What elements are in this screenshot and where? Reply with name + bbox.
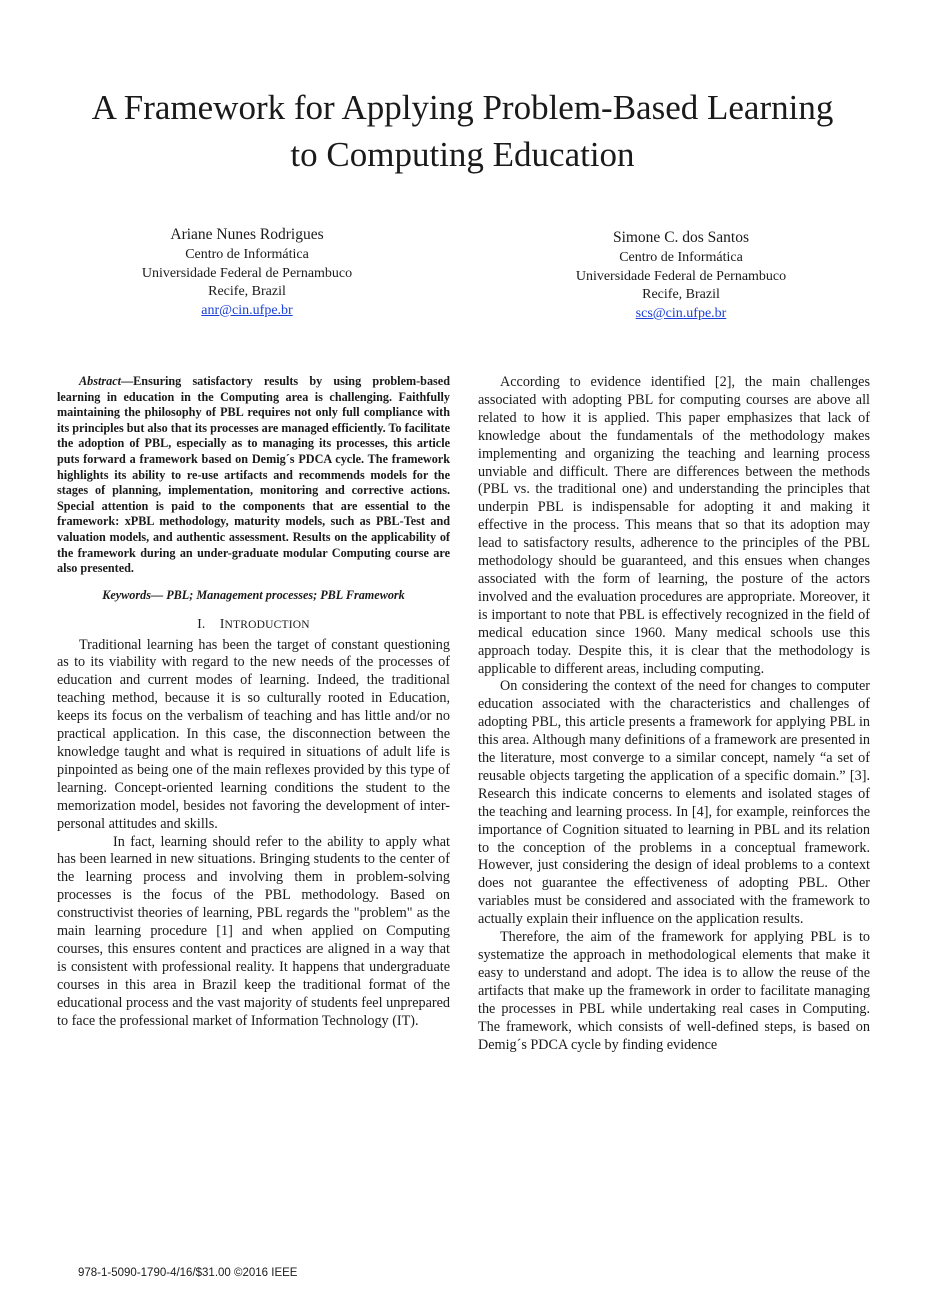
section-number: I. (197, 615, 206, 631)
section-heading-introduction (57, 615, 450, 635)
author-email-link[interactable]: scs@cin.ufpe.br (635, 305, 727, 321)
paragraph: In fact, learning should refer to the ability to apply what has been learned in new situations. Bringing students to the center of the learning process and involving them in problem-solving processes is the focus of the PBL methodology. Based on constructivist theories of learning, PBL regards the "problem" as the main learning procedure [1] and when applied on Computing courses, this ensures content and practices are aligned in a way that is consistent with professional reality. It happens that undergraduate courses in this area in Brazil keep the traditional format of the educational process and the vast majority of students feel unprepared to face the professional market of Information Technology (IT). (57, 833, 450, 1029)
author-name: Ariane Nunes Rodrigues (170, 226, 324, 243)
author-block-2 (536, 227, 826, 323)
section-title-rest: NTRODUCTION (224, 618, 310, 631)
right-column (478, 374, 870, 1054)
paragraph: According to evidence identified [2], the main challenges associated with adopting PBL for computing courses are above all related to how it is applied. This paper emphasizes that lack of knowledge about the fundamentals of the methodology makes implementing and organizing the teaching and learning process unviable and difficult. There are differences between the methods (PBL vs. the traditional one) and understanding the principles that underpin PBL is indispensable for adopting it and making it effective in the process. This means that so that its adoption may lead to satisfactory results, adherence to the principles of the PBL methodology should be guaranteed, and this ensues when changes associated with the form of learning, the posture of the actors involved and the evaluation procedures are appropriate. Moreover, it is important to note that PBL is effectively recognized in the field of medical education since 1960. Many medical schools use this approach today. Despite this, it is clear that the methodology is applicable to different areas, including computing. (478, 374, 870, 677)
author-city: Recife, Brazil (208, 284, 286, 299)
abstract (57, 374, 450, 577)
author-department: Centro de Informática (185, 247, 309, 262)
author-department: Centro de Informática (619, 250, 743, 265)
author-email-link[interactable]: anr@cin.ufpe.br (201, 302, 293, 318)
abstract-dash: — (120, 374, 134, 388)
author-name: Simone C. dos Santos (612, 229, 750, 246)
left-column (57, 374, 450, 1030)
copyright-footer: 978-1-5090-1790-4/16/$31.00 ©2016 IEEE (78, 1267, 298, 1279)
author-university: Universidade Federal de Pernambuco (141, 265, 353, 281)
keywords: Keywords— PBL; Management processes; PBL Framework (102, 587, 405, 602)
paragraph: On considering the context of the need for changes to computer education associated with the characteristics and challenges of adopting PBL, this article presents a framework for applying PBL in this area. Although many definitions of a framework are presented in the literature, most converge to a similar concept, namely “a set of reusable objects targeting the application of a specific domain.” [3]. Research this indicate concerns to elements and isolated stages of the teaching and learning process. In [4], for example, reinforces the importance of Cognition situated to learning in PBL and its relation to the conception of the problems in a conceptual framework. However, just considering the design of ideal problems to a context does not guarantee the effectiveness of adopting PBL. Other variables must be considered and associated with the framework to actually explain their influence on the application results. (478, 678, 870, 928)
paper-title (40, 84, 885, 178)
abstract-text: Ensuring satisfactory results by using problem-based learning in education in the Computing area is challenging. Faithfully maintaining the philosophy of PBL requires not only full compliance with its principles but also that its processes are managed efficiently. To facilitate the adoption of PBL, especially as to managing its processes, this article puts forward a framework based on Demig´s PDCA cycle. The framework highlights its ability to re-use artifacts and recommends models for the stages of planning, implementation, monitoring and corrective actions. Special attention is paid to the components that are essential to the framework: xPBL methodology, maturity models, such as PBL-Test and valuation models, and authentic assessment. Results on the applicability of the framework during an under-graduate modular Computing course are also presented. (57, 374, 450, 576)
author-university: Universidade Federal de Pernambuco (575, 268, 787, 284)
title-line-1: A Framework for Applying Problem-Based Learning (91, 88, 834, 127)
author-block-1 (102, 224, 392, 320)
paragraph: Traditional learning has been the target of constant questioning as to its viability with regard to the new needs of the processes of education and current modes of learning. Indeed, the traditional teaching method, because it is so culturally rooted in Education, keeps its focus on the verbalism of teaching and has little and/or no practical application. In this case, the disconnection between the knowledge taught and what is required in situations of adult life is pinpointed as being one of the main reflexes provided by this type of learning. Concept-oriented learning conditions the student to the memorization model, besides not favoring the development of inter-personal attitudes and skills. (57, 636, 450, 832)
abstract-label: Abstract (79, 374, 121, 388)
section-title-initial: I (219, 615, 225, 631)
title-line-2: to Computing Education (290, 135, 635, 174)
paragraph: Therefore, the aim of the framework for applying PBL is to systematize the approach in methodological elements that make it easy to understand and adopt. The idea is to allow the reuse of the artifacts that make up the framework in order to facilitate managing the processes in PBL while undertaking real cases in Computing. The framework, which consists of well-defined steps, is based on Demig´s PDCA cycle by finding evidence (478, 929, 870, 1053)
author-city: Recife, Brazil (642, 287, 720, 302)
